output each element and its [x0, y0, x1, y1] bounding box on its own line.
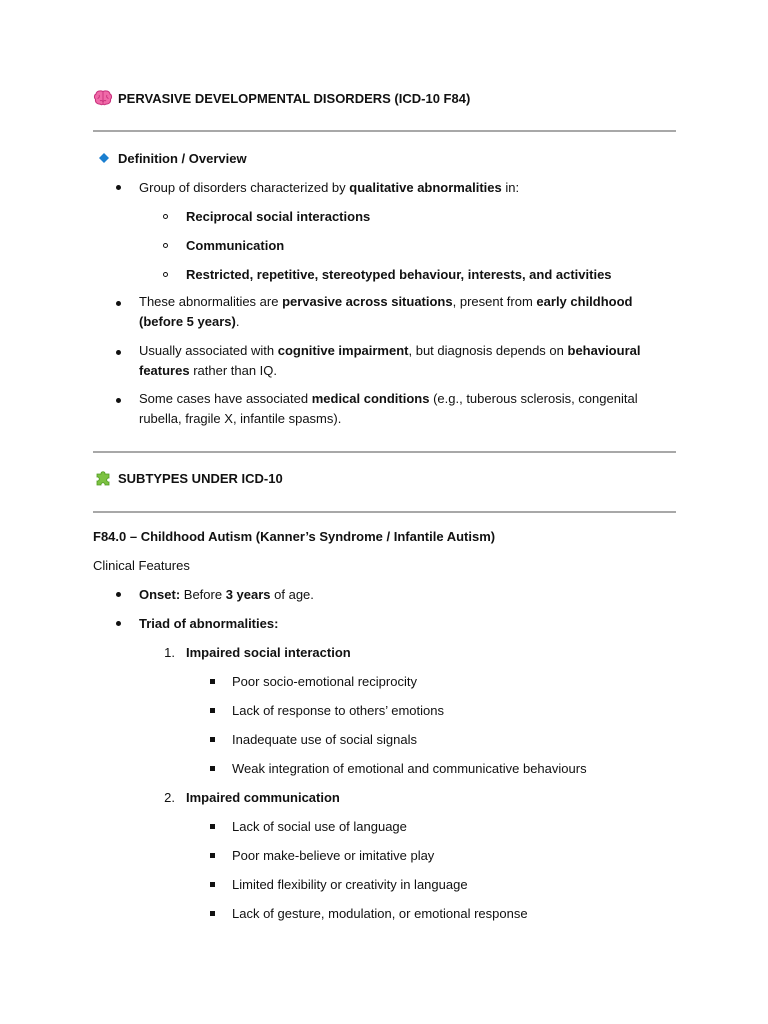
list-item: Limited flexibility or creativity in language: [232, 877, 468, 892]
sub-item: Restricted, repetitive, stereotyped behaviour, interests, and activities: [186, 267, 612, 282]
list-item: Poor socio-emotional reciprocity: [232, 674, 417, 689]
bullet-square: [210, 824, 215, 829]
bullet-circle: [163, 272, 168, 277]
bullet-square: [210, 853, 215, 858]
sub-item: Reciprocal social interactions: [186, 209, 371, 224]
list-item: Poor make-believe or imitative play: [232, 848, 435, 863]
list-item: Weak integration of emotional and communicative behaviours: [232, 761, 587, 776]
list-item: Inadequate use of social signals: [232, 732, 418, 747]
divider: [93, 511, 676, 513]
onset-item: Onset: Before 3 years of age.: [139, 587, 314, 602]
clinical-features-heading: Clinical Features: [93, 558, 190, 573]
definition-bullet-1: Group of disorders characterized by qualitative abnormalities in:: [139, 180, 520, 195]
definition-bullet-4: Some cases have associated medical conditions (e.g., tuberous sclerosis, congenital rubella, fragile X, infantile spasms).: [139, 391, 638, 426]
triad-item: Triad of abnormalities:: [139, 616, 279, 631]
bullet-circle: [163, 243, 168, 248]
numbered-item: Impaired communication: [186, 790, 340, 805]
list-item: Lack of gesture, modulation, or emotional response: [232, 906, 528, 921]
blue-diamond-icon: [99, 153, 109, 163]
bullet-dot: [116, 398, 121, 403]
section-title: PERVASIVE DEVELOPMENTAL DISORDERS (ICD-10 F84): [118, 91, 471, 106]
bullet-dot: [116, 592, 121, 597]
definition-bullet-2: These abnormalities are pervasive across situations, present from early childhood (before 5 years).: [139, 294, 633, 329]
bullet-square: [210, 911, 215, 916]
sub-item: Communication: [186, 238, 285, 253]
divider: [93, 451, 676, 453]
bullet-square: [210, 679, 215, 684]
subtype-title: F84.0 – Childhood Autism (Kanner’s Syndrome / Infantile Autism): [93, 529, 496, 544]
definition-heading: Definition / Overview: [118, 151, 247, 166]
section-title: SUBTYPES UNDER ICD-10: [118, 471, 283, 486]
bullet-square: [210, 766, 215, 771]
list-item: Lack of response to others’ emotions: [232, 703, 444, 718]
bullet-dot: [116, 350, 121, 355]
brain-icon: [94, 90, 112, 106]
bullet-dot: [116, 301, 121, 306]
list-item: Lack of social use of language: [232, 819, 407, 834]
list-number: 1.: [164, 645, 175, 660]
definition-bullet-3: Usually associated with cognitive impairment, but diagnosis depends on behavioural features rather than IQ.: [139, 343, 641, 378]
bullet-dot: [116, 621, 121, 626]
bullet-dot: [116, 185, 121, 190]
numbered-item: Impaired social interaction: [186, 645, 351, 660]
bullet-square: [210, 737, 215, 742]
puzzle-piece-icon: [95, 470, 111, 486]
list-number: 2.: [164, 790, 175, 805]
bullet-square: [210, 708, 215, 713]
bullet-circle: [163, 214, 168, 219]
divider: [93, 130, 676, 132]
bullet-square: [210, 882, 215, 887]
